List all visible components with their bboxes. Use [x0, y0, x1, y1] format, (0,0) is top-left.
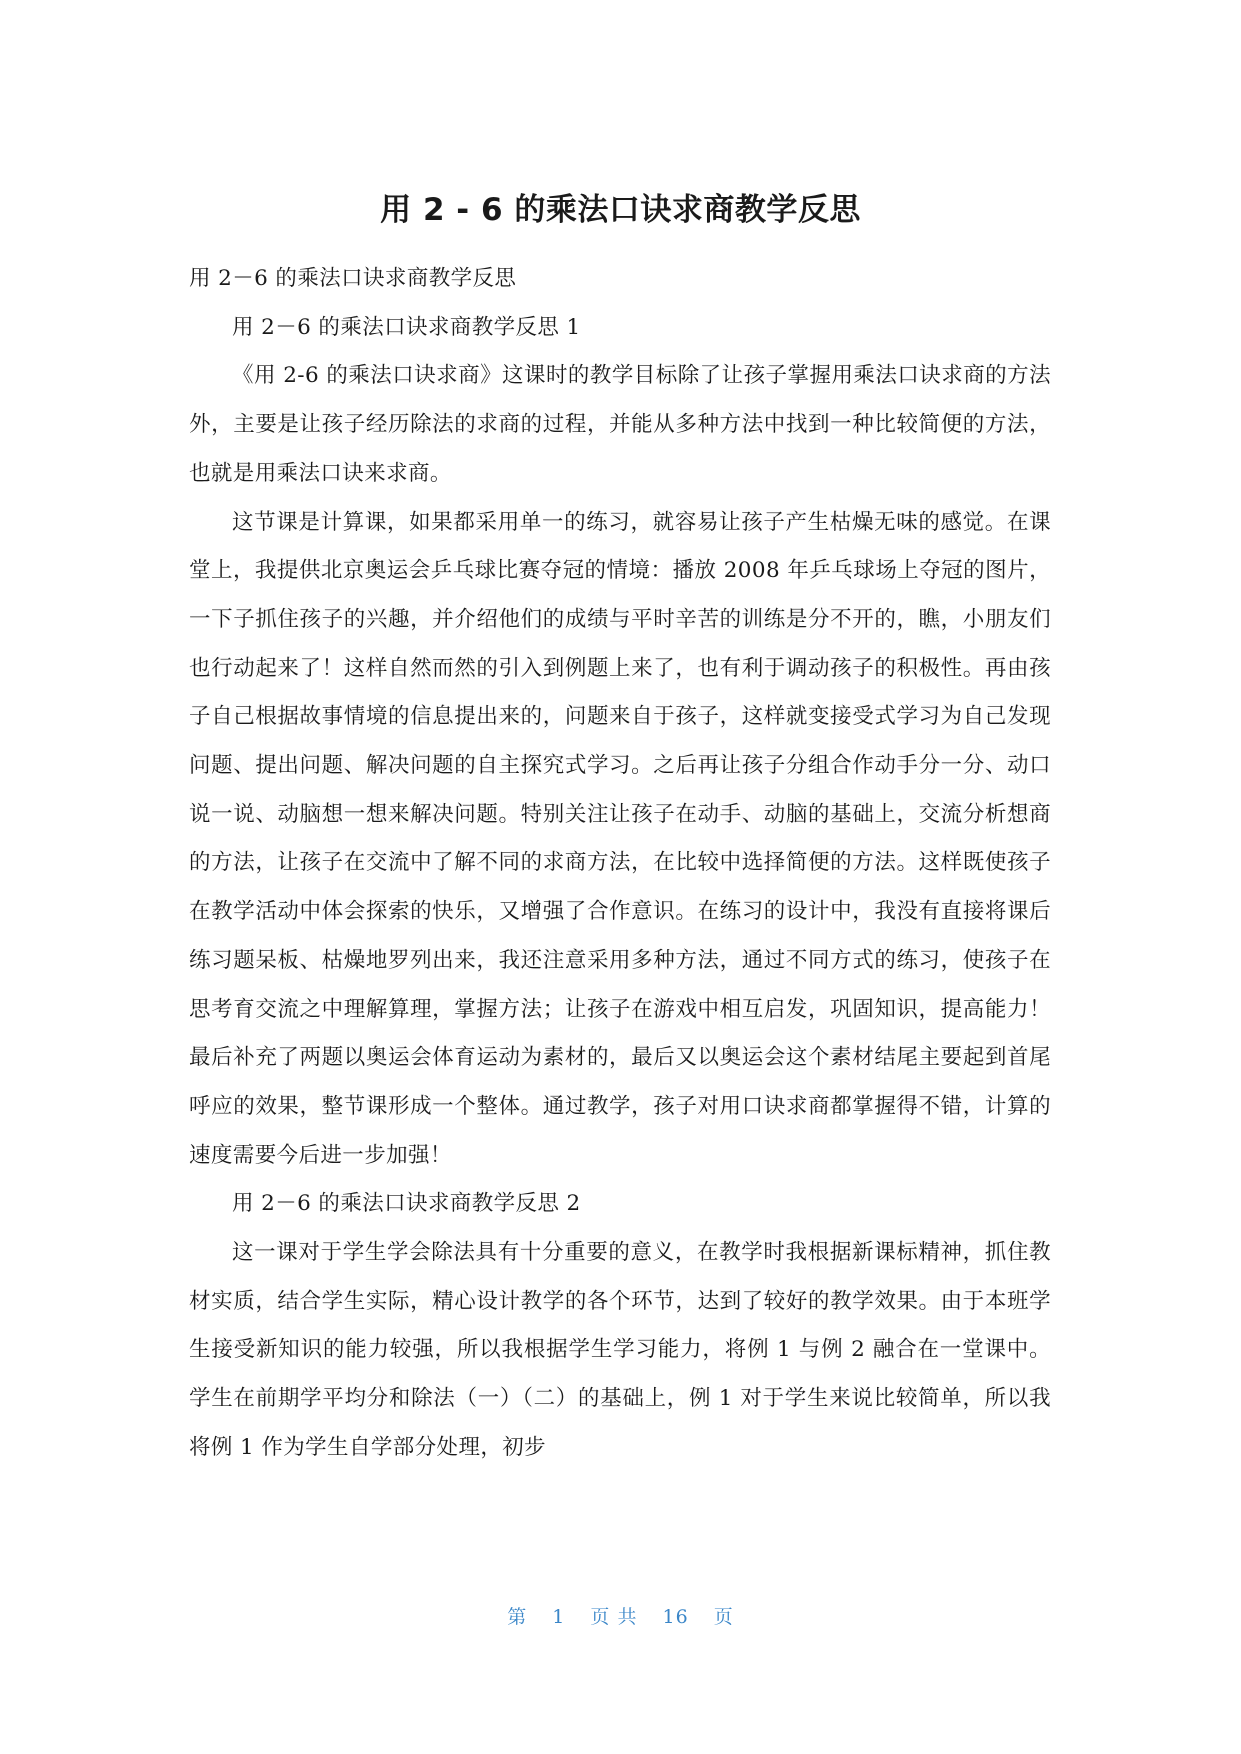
page-footer — [0, 1602, 1241, 1629]
document-body — [189, 255, 1051, 1473]
footer-mid: 页 共 — [590, 1606, 638, 1628]
footer-suffix: 页 — [713, 1606, 734, 1628]
section-heading-2: 用 2－6 的乘法口诀求商教学反思 2 — [232, 1191, 581, 1217]
body-paragraph: 《用 2-6 的乘法口诀求商》这课时的教学目标除了让孩子掌握用乘法口诀求商的方法外，主要是让孩子经历除法的求商的过程，并能从多种方法中找到一种比较简便的方法，也就是用乘法口诀来求商。 — [189, 363, 1051, 486]
footer-prefix: 第 — [507, 1606, 528, 1628]
current-page-number: 1 — [552, 1606, 566, 1628]
document-title: 用 2 - 6 的乘法口诀求商教学反思 — [380, 192, 861, 228]
body-paragraph: 这节课是计算课，如果都采用单一的练习，就容易让孩子产生枯燥无味的感觉。在课堂上，我提供北京奥运会乒乓球比赛夺冠的情境：播放 2008 年乒乓球场上夺冠的图片，一下子抓住孩子的兴趣，并介绍他们的成绩与平时辛苦的训练是分不开的，瞧，小朋友们也行动起来了！这样自然而然的引入到例题上来了，也有利于调动孩子的积极性。再由孩子自己根据故事情境的信息提出来的，问题来自于孩子，这样就变接受式学习为自己发现问题、提出问题、解决问题的自主探究式学习。之后再让孩子分组合作动手分一分、动口说一说、动脑想一想来解决问题。特别关注让孩子在动手、动脑的基础上，交流分析想商的方法，让孩子在交流中了解不同的求商方法，在比较中选择简便的方法。这样既使孩子在教学活动中体会探索的快乐，又增强了合作意识。在练习的设计中，我没有直接将课后练习题呆板、枯燥地罗列出来，我还注意采用多种方法，通过不同方式的练习，使孩子在思考育交流之中理解算理，掌握方法；让孩子在游戏中相互启发，巩固知识，提高能力！最后补充了两题以奥运会体育运动为素材的，最后又以奥运会这个素材结尾主要起到首尾呼应的效果，整节课形成一个整体。通过教学，孩子对用口诀求商都掌握得不错，计算的速度需要今后进一步加强！ — [189, 509, 1051, 1168]
total-pages-number: 16 — [662, 1606, 689, 1628]
body-paragraph: 这一课对于学生学会除法具有十分重要的意义，在教学时我根据新课标精神，抓住教材实质，结合学生实际，精心设计教学的各个环节，达到了较好的教学效果。由于本班学生接受新知识的能力较强，所以我根据学生学习能力，将例 1 与例 2 融合在一堂课中。学生在前期学平均分和除法（一）（二）的基础上，例 1 对于学生来说比较简单，所以我将例 1 作为学生自学部分处理，初步 — [189, 1240, 1051, 1460]
subtitle-paragraph: 用 2－6 的乘法口诀求商教学反思 — [189, 266, 517, 291]
section-heading-1: 用 2－6 的乘法口诀求商教学反思 1 — [232, 314, 581, 340]
